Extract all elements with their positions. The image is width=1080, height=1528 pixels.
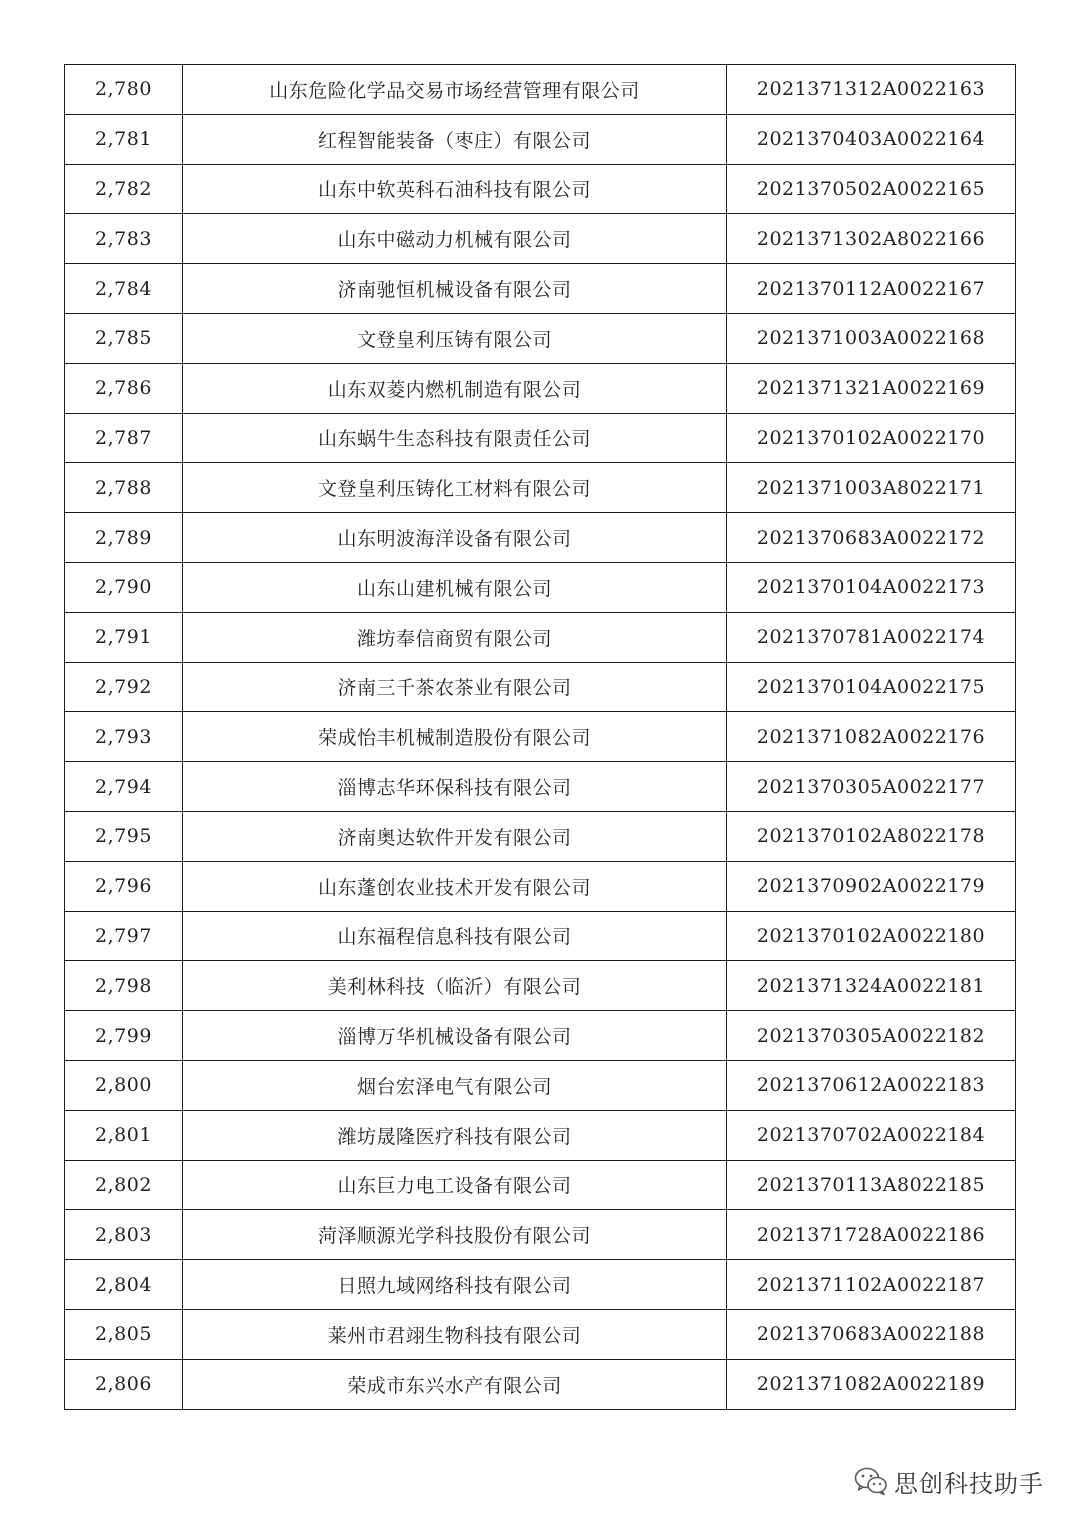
company-name: 潍坊奉信商贸有限公司 — [183, 612, 727, 662]
row-number: 2,800 — [65, 1060, 183, 1110]
row-number: 2,796 — [65, 861, 183, 911]
registration-code: 2021371728A0022186 — [727, 1210, 1016, 1260]
registration-code: 2021370104A0022175 — [727, 662, 1016, 712]
company-name: 菏泽顺源光学科技股份有限公司 — [183, 1210, 727, 1260]
row-number: 2,799 — [65, 1011, 183, 1061]
registration-code: 2021371302A8022166 — [727, 214, 1016, 264]
registration-code: 2021371321A0022169 — [727, 363, 1016, 413]
table-row — [65, 762, 1016, 812]
row-number: 2,801 — [65, 1110, 183, 1160]
table-row — [65, 114, 1016, 164]
row-number: 2,798 — [65, 961, 183, 1011]
row-number: 2,805 — [65, 1309, 183, 1359]
registration-code: 2021370102A8022178 — [727, 811, 1016, 861]
company-name: 山东蜗牛生态科技有限责任公司 — [183, 413, 727, 463]
registration-code: 2021371082A0022189 — [727, 1359, 1016, 1409]
company-name: 荣成市东兴水产有限公司 — [183, 1359, 727, 1409]
row-number: 2,793 — [65, 712, 183, 762]
company-name: 济南驰恒机械设备有限公司 — [183, 264, 727, 314]
registration-code: 2021370683A0022188 — [727, 1309, 1016, 1359]
table-row — [65, 65, 1016, 115]
company-name: 美利林科技（临沂）有限公司 — [183, 961, 727, 1011]
table-row — [65, 662, 1016, 712]
company-name: 潍坊晟隆医疗科技有限公司 — [183, 1110, 727, 1160]
row-number: 2,790 — [65, 562, 183, 612]
registration-code: 2021370305A0022177 — [727, 762, 1016, 812]
row-number: 2,803 — [65, 1210, 183, 1260]
table-row — [65, 1060, 1016, 1110]
table-row — [65, 363, 1016, 413]
registration-code: 2021371003A0022168 — [727, 313, 1016, 363]
row-number: 2,786 — [65, 363, 183, 413]
company-name: 山东双菱内燃机制造有限公司 — [183, 363, 727, 413]
registration-code: 2021370102A0022180 — [727, 911, 1016, 961]
registration-code: 2021370112A0022167 — [727, 264, 1016, 314]
table-row — [65, 1210, 1016, 1260]
row-number: 2,788 — [65, 463, 183, 513]
row-number: 2,789 — [65, 513, 183, 563]
company-name: 山东巨力电工设备有限公司 — [183, 1160, 727, 1210]
table-row — [65, 811, 1016, 861]
table-row — [65, 712, 1016, 762]
registration-code: 2021371082A0022176 — [727, 712, 1016, 762]
company-name: 山东危险化学品交易市场经营管理有限公司 — [183, 65, 727, 115]
company-name: 烟台宏泽电气有限公司 — [183, 1060, 727, 1110]
table-row — [65, 1309, 1016, 1359]
row-number: 2,780 — [65, 65, 183, 115]
row-number: 2,787 — [65, 413, 183, 463]
company-name: 山东中软英科石油科技有限公司 — [183, 164, 727, 214]
table-row — [65, 513, 1016, 563]
row-number: 2,795 — [65, 811, 183, 861]
row-number: 2,806 — [65, 1359, 183, 1409]
registration-code: 2021370781A0022174 — [727, 612, 1016, 662]
company-name: 文登皇利压铸有限公司 — [183, 313, 727, 363]
registration-code: 2021370702A0022184 — [727, 1110, 1016, 1160]
row-number: 2,784 — [65, 264, 183, 314]
company-name: 山东福程信息科技有限公司 — [183, 911, 727, 961]
row-number: 2,783 — [65, 214, 183, 264]
row-number: 2,804 — [65, 1260, 183, 1310]
company-name: 莱州市君翊生物科技有限公司 — [183, 1309, 727, 1359]
table-body — [65, 65, 1016, 1410]
table-row — [65, 313, 1016, 363]
registration-code: 2021371324A0022181 — [727, 961, 1016, 1011]
row-number: 2,785 — [65, 313, 183, 363]
wechat-watermark — [854, 1463, 1044, 1499]
registration-code: 2021370104A0022173 — [727, 562, 1016, 612]
table-row — [65, 1260, 1016, 1310]
table-row — [65, 562, 1016, 612]
table-row — [65, 961, 1016, 1011]
table-row — [65, 1160, 1016, 1210]
company-name: 济南三千茶农茶业有限公司 — [183, 662, 727, 712]
row-number: 2,782 — [65, 164, 183, 214]
watermark-text: 思创科技助手 — [894, 1469, 1044, 1498]
table-row — [65, 214, 1016, 264]
company-registry-table — [64, 64, 1016, 1410]
table-row — [65, 1359, 1016, 1409]
registration-code: 2021370612A0022183 — [727, 1060, 1016, 1110]
registration-code: 2021370102A0022170 — [727, 413, 1016, 463]
company-name: 红程智能装备（枣庄）有限公司 — [183, 114, 727, 164]
company-name: 山东蓬创农业技术开发有限公司 — [183, 861, 727, 911]
company-name: 文登皇利压铸化工材料有限公司 — [183, 463, 727, 513]
table-row — [65, 164, 1016, 214]
table-row — [65, 1110, 1016, 1160]
row-number: 2,792 — [65, 662, 183, 712]
company-name: 荣成怡丰机械制造股份有限公司 — [183, 712, 727, 762]
registration-code: 2021371102A0022187 — [727, 1260, 1016, 1310]
company-name: 济南奥达软件开发有限公司 — [183, 811, 727, 861]
row-number: 2,802 — [65, 1160, 183, 1210]
company-name: 山东明波海洋设备有限公司 — [183, 513, 727, 563]
registration-code: 2021370403A0022164 — [727, 114, 1016, 164]
registration-code: 2021370683A0022172 — [727, 513, 1016, 563]
company-name: 日照九域网络科技有限公司 — [183, 1260, 727, 1310]
registration-code: 2021370902A0022179 — [727, 861, 1016, 911]
registration-code: 2021371003A8022171 — [727, 463, 1016, 513]
wechat-icon — [854, 1466, 888, 1496]
row-number: 2,794 — [65, 762, 183, 812]
table-row — [65, 463, 1016, 513]
row-number: 2,797 — [65, 911, 183, 961]
row-number: 2,781 — [65, 114, 183, 164]
registration-code: 2021370305A0022182 — [727, 1011, 1016, 1061]
document-sheet — [64, 64, 1015, 1410]
registration-code: 2021370113A8022185 — [727, 1160, 1016, 1210]
company-name: 淄博志华环保科技有限公司 — [183, 762, 727, 812]
company-name: 山东中磁动力机械有限公司 — [183, 214, 727, 264]
table-row — [65, 413, 1016, 463]
table-row — [65, 1011, 1016, 1061]
registration-code: 2021371312A0022163 — [727, 65, 1016, 115]
company-name: 山东山建机械有限公司 — [183, 562, 727, 612]
row-number: 2,791 — [65, 612, 183, 662]
company-name: 淄博万华机械设备有限公司 — [183, 1011, 727, 1061]
table-row — [65, 911, 1016, 961]
table-row — [65, 861, 1016, 911]
table-row — [65, 264, 1016, 314]
table-row — [65, 612, 1016, 662]
registration-code: 2021370502A0022165 — [727, 164, 1016, 214]
